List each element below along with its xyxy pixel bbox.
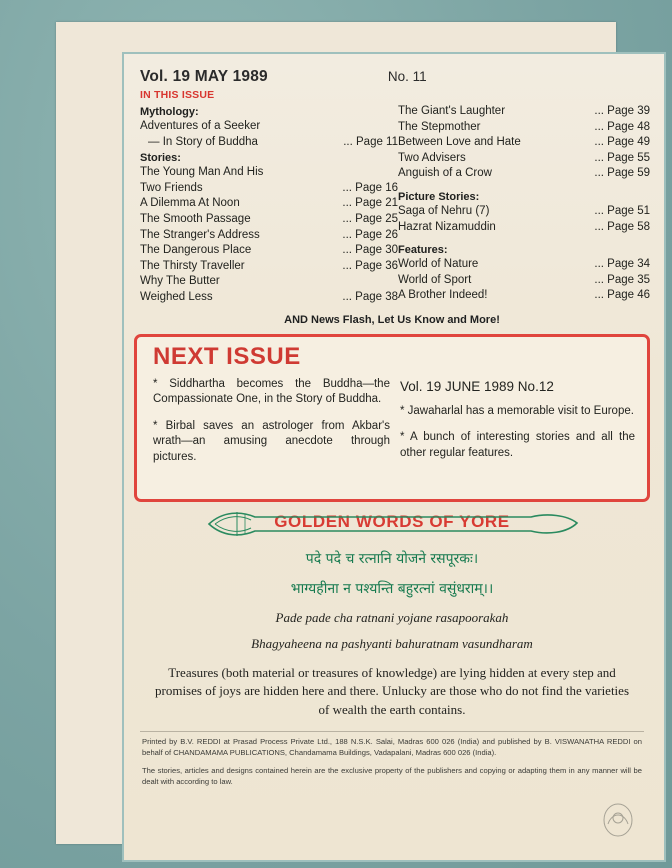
entry-title: Hazrat Nizamuddin [398,220,496,233]
transliteration-line1: Pade pade cha ratnani yojane rasapoorakah [275,609,509,625]
entry-page: ... Page 59 [594,167,650,180]
list-item[interactable] [140,181,398,197]
entry-title: The Stranger's Address [140,228,260,241]
entry-title: A Dilemma At Noon [140,197,240,210]
scroll-ribbon-graphic [274,512,510,532]
publisher-logo-icon [596,800,640,840]
list-item[interactable] [140,259,398,275]
entry-title: The Young Man And His [140,166,264,179]
list-item[interactable] [140,119,398,135]
entry-page: ... Page 58 [594,220,650,233]
list-item[interactable] [398,204,650,220]
entry-title: World of Sport [398,273,472,286]
ribbon-icon [201,509,583,539]
list-item[interactable] [140,228,398,244]
list-item[interactable] [140,243,398,259]
entry-page: ... Page 38 [342,290,398,303]
next-issue-bullet: * Jawaharlal has a memorable visit to Europe. [399,404,634,417]
list-item[interactable] [140,196,398,212]
entry-page: ... Page 48 [594,120,650,133]
list-item[interactable] [398,104,650,120]
entry-title: Anguish of a Crow [398,167,492,180]
section-heading: Picture Stories: [398,190,480,203]
entry-title: A Brother Indeed! [398,289,488,302]
magazine-page [56,22,650,844]
sanskrit-verse-line2: भाग्यहीना न पश्यन्ति बहुरत्नां वसुंधराम्।। [290,580,494,597]
verse-meaning: Treasures (both material or treasures of knowledge) are lying hidden at every step and promises of joys are hidden here and there. Unlucky are those who do not find the varieties of wealth the earth contains. [155,664,629,717]
next-issue-bullet: * A bunch of interesting stories and all the other regular features. [399,431,635,459]
entry-title: — In Story of Buddha [148,135,258,148]
next-issue-columns [153,377,635,477]
entry-page: ... Page 34 [594,258,650,271]
list-item[interactable] [398,257,650,273]
in-this-issue-heading: IN THIS ISSUE [140,89,215,101]
entry-title: World of Nature [398,258,479,271]
next-issue-right-column [400,377,635,477]
golden-words-banner [134,512,650,540]
entry-page: ... Page 39 [594,105,650,117]
entry-page: ... Page 26 [342,228,398,241]
list-item[interactable] [140,165,398,181]
divider [140,731,644,732]
sanskrit-verse-line1: पदे पदे च रत्नानि योजने रसपूरकः। [305,550,479,567]
entry-title: Why The Butter [140,275,220,288]
entry-page: ... Page 46 [594,289,650,302]
entry-page: ... Page 36 [342,259,398,272]
list-item[interactable] [398,135,650,151]
volume-label: Vol. 19 MAY 1989 [140,68,268,85]
entry-title: Two Friends [140,181,203,194]
contents-index [134,104,650,306]
spacer [398,182,650,189]
entry-title: The Smooth Passage [140,212,251,225]
next-issue-title: NEXT ISSUE [153,342,301,370]
entry-title: Between Love and Hate [398,136,521,149]
entry-page: ... Page 51 [594,204,650,217]
list-item[interactable] [398,166,650,182]
contents-left-column [140,104,398,306]
section-heading: Mythology: [140,106,199,118]
list-item[interactable] [140,135,398,151]
next-issue-bullet: * Birbal saves an astrologer from Akbar's wrath—an amusing anecdote through pictures. [153,419,390,463]
entry-page: ... Page 21 [342,197,398,210]
issue-number-label: No. 11 [387,69,427,84]
next-issue-left-column [153,377,400,477]
section-heading: Features: [398,244,448,257]
list-item[interactable] [398,151,650,167]
next-issue-box [134,334,650,502]
list-item[interactable] [140,212,398,228]
list-item[interactable] [398,288,650,304]
entry-page: ... Page 49 [594,136,650,149]
imprint-line-2: The stories, articles and designs contained herein are the exclusive property of the publishers and copying or adapting them in any manner will be dealt with according to law. [142,766,642,786]
issue-header [134,64,650,88]
entry-page: ... Page 35 [594,273,650,286]
entry-page: ... Page 16 [342,181,398,194]
next-issue-volume-label: Vol. 19 JUNE 1989 No.12 [399,378,554,394]
imprint-line-1: Printed by B.V. REDDI at Prasad Process Private Ltd., 188 N.S.K. Salai, Madras 600 026 (India) and published by B. VISWANATHA REDDI on behalf of CHANDAMAMA PUBLICATIONS, Chandamama Buildings, Vadapalani, Madras 600 026 (India). [142,737,642,757]
next-issue-bullet: * Siddhartha becomes the Buddha—the Compassionate One, in the Story of Buddha. [153,377,390,406]
entry-page: ... Page 25 [342,212,398,225]
list-item[interactable] [398,273,650,289]
entry-title: The Dangerous Place [140,244,252,257]
entry-title: The Thirsty Traveller [140,259,245,272]
entry-title: Saga of Nehru (7) [398,204,490,217]
entry-title: Two Advisers [398,151,466,164]
entry-title: The Stepmother [398,120,481,133]
news-flash-line: AND News Flash, Let Us Know and More! [284,313,500,326]
list-item[interactable] [140,274,398,290]
entry-title: The Giant's Laughter [398,105,506,117]
transliteration-line2: Bhagyaheena na pashyanti bahuratnam vasundharam [251,635,533,651]
golden-words-title: GOLDEN WORDS OF YORE [274,511,510,531]
entry-page: ... Page 11 [343,135,398,148]
list-item[interactable] [398,120,650,136]
entry-title: Adventures of a Seeker [140,120,261,132]
entry-title: Weighed Less [140,290,213,303]
entry-page: ... Page 55 [594,151,650,164]
spacer [398,235,650,242]
list-item[interactable] [398,220,650,236]
page-content [134,64,650,846]
contents-right-column [398,104,650,306]
section-heading: Stories: [140,152,181,165]
entry-page: ... Page 30 [342,244,398,257]
list-item[interactable] [140,290,398,306]
